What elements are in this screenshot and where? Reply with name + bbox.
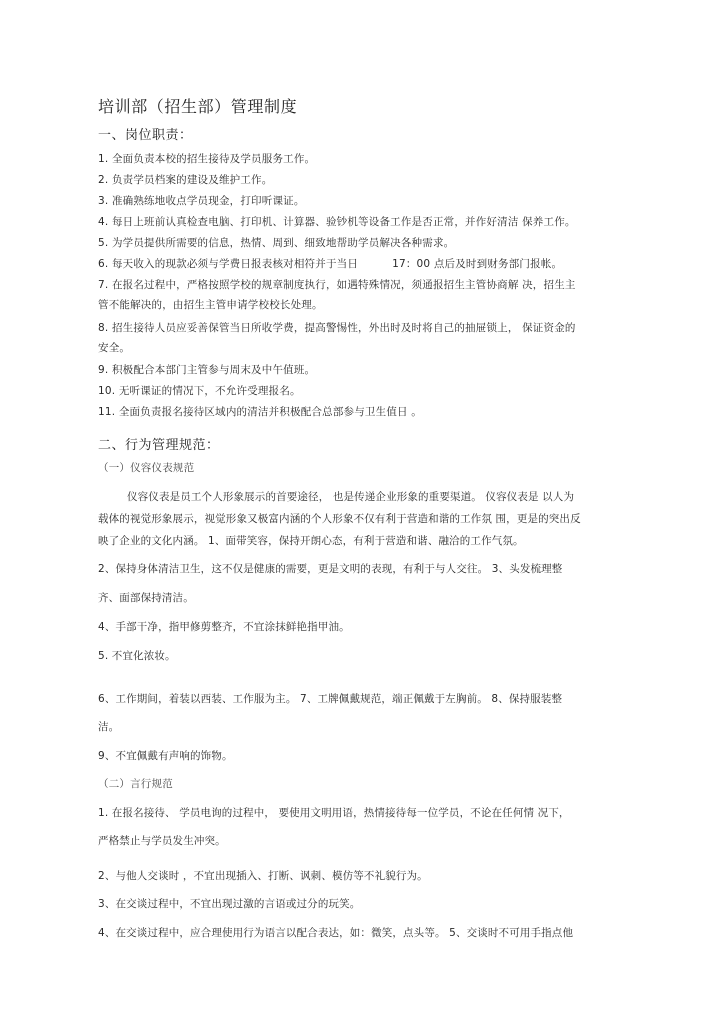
duty-item: 7. 在报名过程中，严格按照学校的规章制度执行，如遇特殊情况，须通报招生主管协商解 决，招生主: [98, 279, 576, 291]
duty-item: 8. 招生接待人员应妥善保管当日所收学费，提高警惕性，外出时及时将自己的抽屉锁上， 保证资金的: [98, 322, 576, 334]
paragraph-line: 3、在交谈过程中，不宜出现过激的言语或过分的玩笑。: [98, 898, 361, 910]
duty-item: 4. 每日上班前认真检查电脑、打印机、计算器、验钞机等设备工作是否正常，并作好清洁 保养工作。: [98, 216, 576, 228]
duty-item: 10. 无听课证的情况下，不允许受理报名。: [98, 385, 301, 397]
duty-item: 9. 积极配合本部门主管参与周末及中午值班。: [98, 364, 316, 376]
paragraph-line: 9、不宜佩戴有声响的饰物。: [98, 750, 233, 762]
paragraph-line: 5. 不宜化浓妆。: [98, 650, 176, 662]
subsection-heading-speech: （二）言行规范: [98, 778, 173, 790]
subsection-heading-appearance: （一）仪容仪表规范: [98, 462, 195, 474]
duty-item: 11. 全面负责报名接待区域内的清洁并积极配合总部参与卫生值日 。: [98, 406, 422, 418]
paragraph-line: 2、与他人交谈时 ，不宜出现插入、打断、讽刺、模仿等不礼貌行为。: [98, 870, 428, 882]
duty-item: 1. 全面负责本校的招生接待及学员服务工作。: [98, 153, 316, 165]
duty-item: 3. 准确熟练地收点学员现金，打印听课证。: [98, 195, 305, 207]
duty-item-part: 6. 每天收入的现款必须与学费日报表核对相符并于当日: [98, 258, 359, 270]
paragraph-line: 洁。: [98, 721, 120, 733]
paragraph-line: 4、在交谈过程中，应合理使用行为语言以配合表达，如：微笑，点头等。 5、交谈时不可用手指点他: [98, 927, 574, 939]
paragraph-line: 映了企业的文化内涵。 1、面带笑容，保持开朗心态，有利于营造和谐、融洽的工作气氛。: [98, 535, 524, 547]
duty-item-cont: 安全。: [98, 342, 131, 354]
duty-item: 5. 为学员提供所需要的信息，热情、周到、细致地帮助学员解决各种需求。: [98, 237, 455, 249]
paragraph-line: 载体的视觉形象展示，视觉形象又极富内涵的个人形象不仅有利于营造和谐的工作氛 围，更是的突出反: [98, 513, 581, 525]
paragraph-line: 6、工作期间，着装以西装、工作服为主。 7、工牌佩戴规范，端正佩戴于左胸前。 8、保持服装整: [98, 693, 563, 705]
page-title: 培训部（招生部）管理制度: [98, 97, 298, 116]
section-heading-duties: 一、岗位职责：: [98, 128, 193, 143]
duty-item-part: 17：00 点后及时到财务部门报帐。: [392, 258, 563, 270]
paragraph-line: 4、手部干净，指甲修剪整齐，不宜涂抹鲜艳指甲油。: [98, 621, 350, 633]
duty-item-cont: 管不能解决的，由招生主管申请学校校长处理。: [98, 299, 323, 311]
paragraph-line: 1. 在报名接待、 学员电询的过程中， 要使用文明用语，热情接待每一位学员，不论在任何情 况下，: [98, 807, 570, 819]
section-heading-conduct: 二、行为管理规范：: [98, 438, 220, 453]
duty-item: [98, 257, 562, 271]
duty-item: 2. 负责学员档案的建设及维护工作。: [98, 174, 273, 186]
paragraph-line: 齐、面部保持清洁。: [98, 592, 194, 604]
paragraph-line: 2、保持身体清洁卫生，这不仅是健康的需要，更是文明的表现，有利于与人交往。 3、头发梳理整: [98, 563, 563, 575]
paragraph-line: 严格禁止与学员发生冲突。: [98, 835, 226, 847]
paragraph-line: 仪容仪表是员工个人形象展示的首要途径， 也是传递企业形象的重要渠道。 仪容仪表是 以人为: [127, 491, 575, 503]
